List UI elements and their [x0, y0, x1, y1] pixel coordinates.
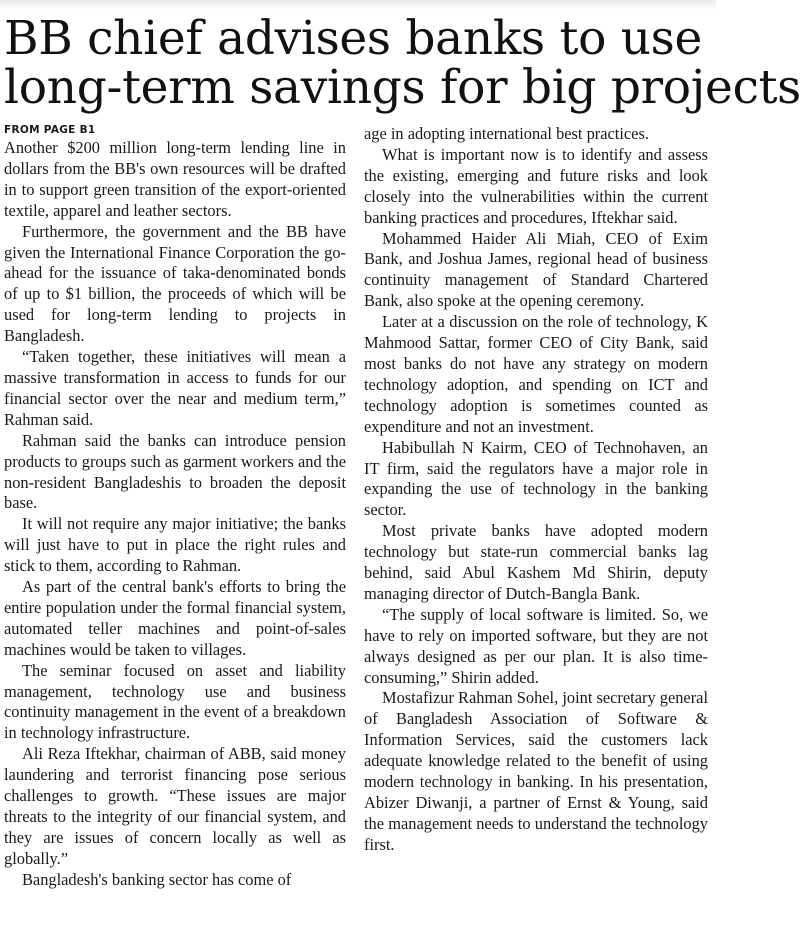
paragraph: Later at a discussion on the role of technology, K Mahmood Sattar, former CEO of City Bank, said most banks do not have any strategy on modern technology adoption, and spending on ICT and technology adoption is sometimes counted as expenditure and not an investment. — [364, 312, 708, 436]
paragraph: What is important now is to identify and assess the existing, emerging and future risks and look closely into the vulnerabilities within the current banking practices and procedures, Iftekhar said. — [364, 144, 708, 227]
paragraph: “Taken together, these initiatives will mean a massive transformation in access to funds for our financial sector over the near and medium term,” Rahman said. — [4, 347, 346, 429]
paragraph: Ali Reza Iftekhar, chairman of ABB, said money laundering and terrorist financing pose serious challenges to growth. “These issues are major threats to the integrity of our financial system, and they are issues of concern locally as well as globally.” — [4, 744, 346, 868]
continuation-kicker: FROM PAGE B1 — [4, 124, 96, 136]
paragraph: Furthermore, the government and the BB have given the International Finance Corporation the go-ahead for the issuance of taka-denominated bonds of up to $1 billion, the proceeds of which will be used for long-term lending to projects in Bangladesh. — [4, 221, 346, 346]
paragraph: Another $200 million long-term lending line in dollars from the BB's own resources will be drafted in to support green transition of the export-oriented textile, apparel and leather sectors. — [4, 138, 346, 220]
paragraph: It will not require any major initiative; the banks will just have to put in place the right rules and stick to them, according to Rahman. — [4, 514, 346, 576]
headline-line-1: BB chief advises banks to use — [4, 11, 703, 66]
headline-line-2: long-term savings for big projects — [4, 60, 801, 115]
paragraph: Bangladesh's banking sector has come of — [22, 869, 292, 889]
paragraph: Rahman said the banks can introduce pension products to groups such as garment workers and the non-resident Bangladeshis to broaden the deposit base. — [4, 430, 346, 513]
paragraph: As part of the central bank's efforts to bring the entire population under the formal financial system, automated teller machines and point-of-sales machines would be taken to villages. — [4, 577, 346, 659]
paragraph: Habibullah N Kairm, CEO of Technohaven, an IT firm, said the regulators have a major role in expanding the use of technology in the banking sector. — [364, 437, 708, 520]
paragraph: Mostafizur Rahman Sohel, joint secretary general of Bangladesh Association of Software & Information Services, said the customers lack adequate knowledge related to the benefit of using modern technology in banking. In his presentation, Abizer Diwanji, a partner of Ernst & Young, said the management needs to understand the technology first. — [364, 688, 708, 854]
paragraph: Most private banks have adopted modern technology but state-run commercial banks lag behind, said Abul Kashem Md Shirin, deputy managing director of Dutch-Bangla Bank. — [364, 521, 708, 603]
paragraph: Mohammed Haider Ali Miah, CEO of Exim Bank, and Joshua James, regional head of business continuity management of Standard Chartered Bank, also spoke at the opening ceremony. — [364, 228, 708, 311]
paragraph: The seminar focused on asset and liability management, technology use and business continuity management in the event of a breakdown in technology infrastructure. — [4, 660, 346, 743]
paragraph-continued: age in adopting international best practices. — [364, 124, 649, 143]
paragraph: “The supply of local software is limited. So, we have to rely on imported software, but they are not always designed as per our plan. It is also time-consuming,” Shirin added. — [364, 604, 708, 687]
article-column-right — [364, 124, 708, 856]
page-top-edge — [0, 0, 716, 10]
article-column-left — [4, 124, 346, 891]
headline — [4, 11, 801, 115]
